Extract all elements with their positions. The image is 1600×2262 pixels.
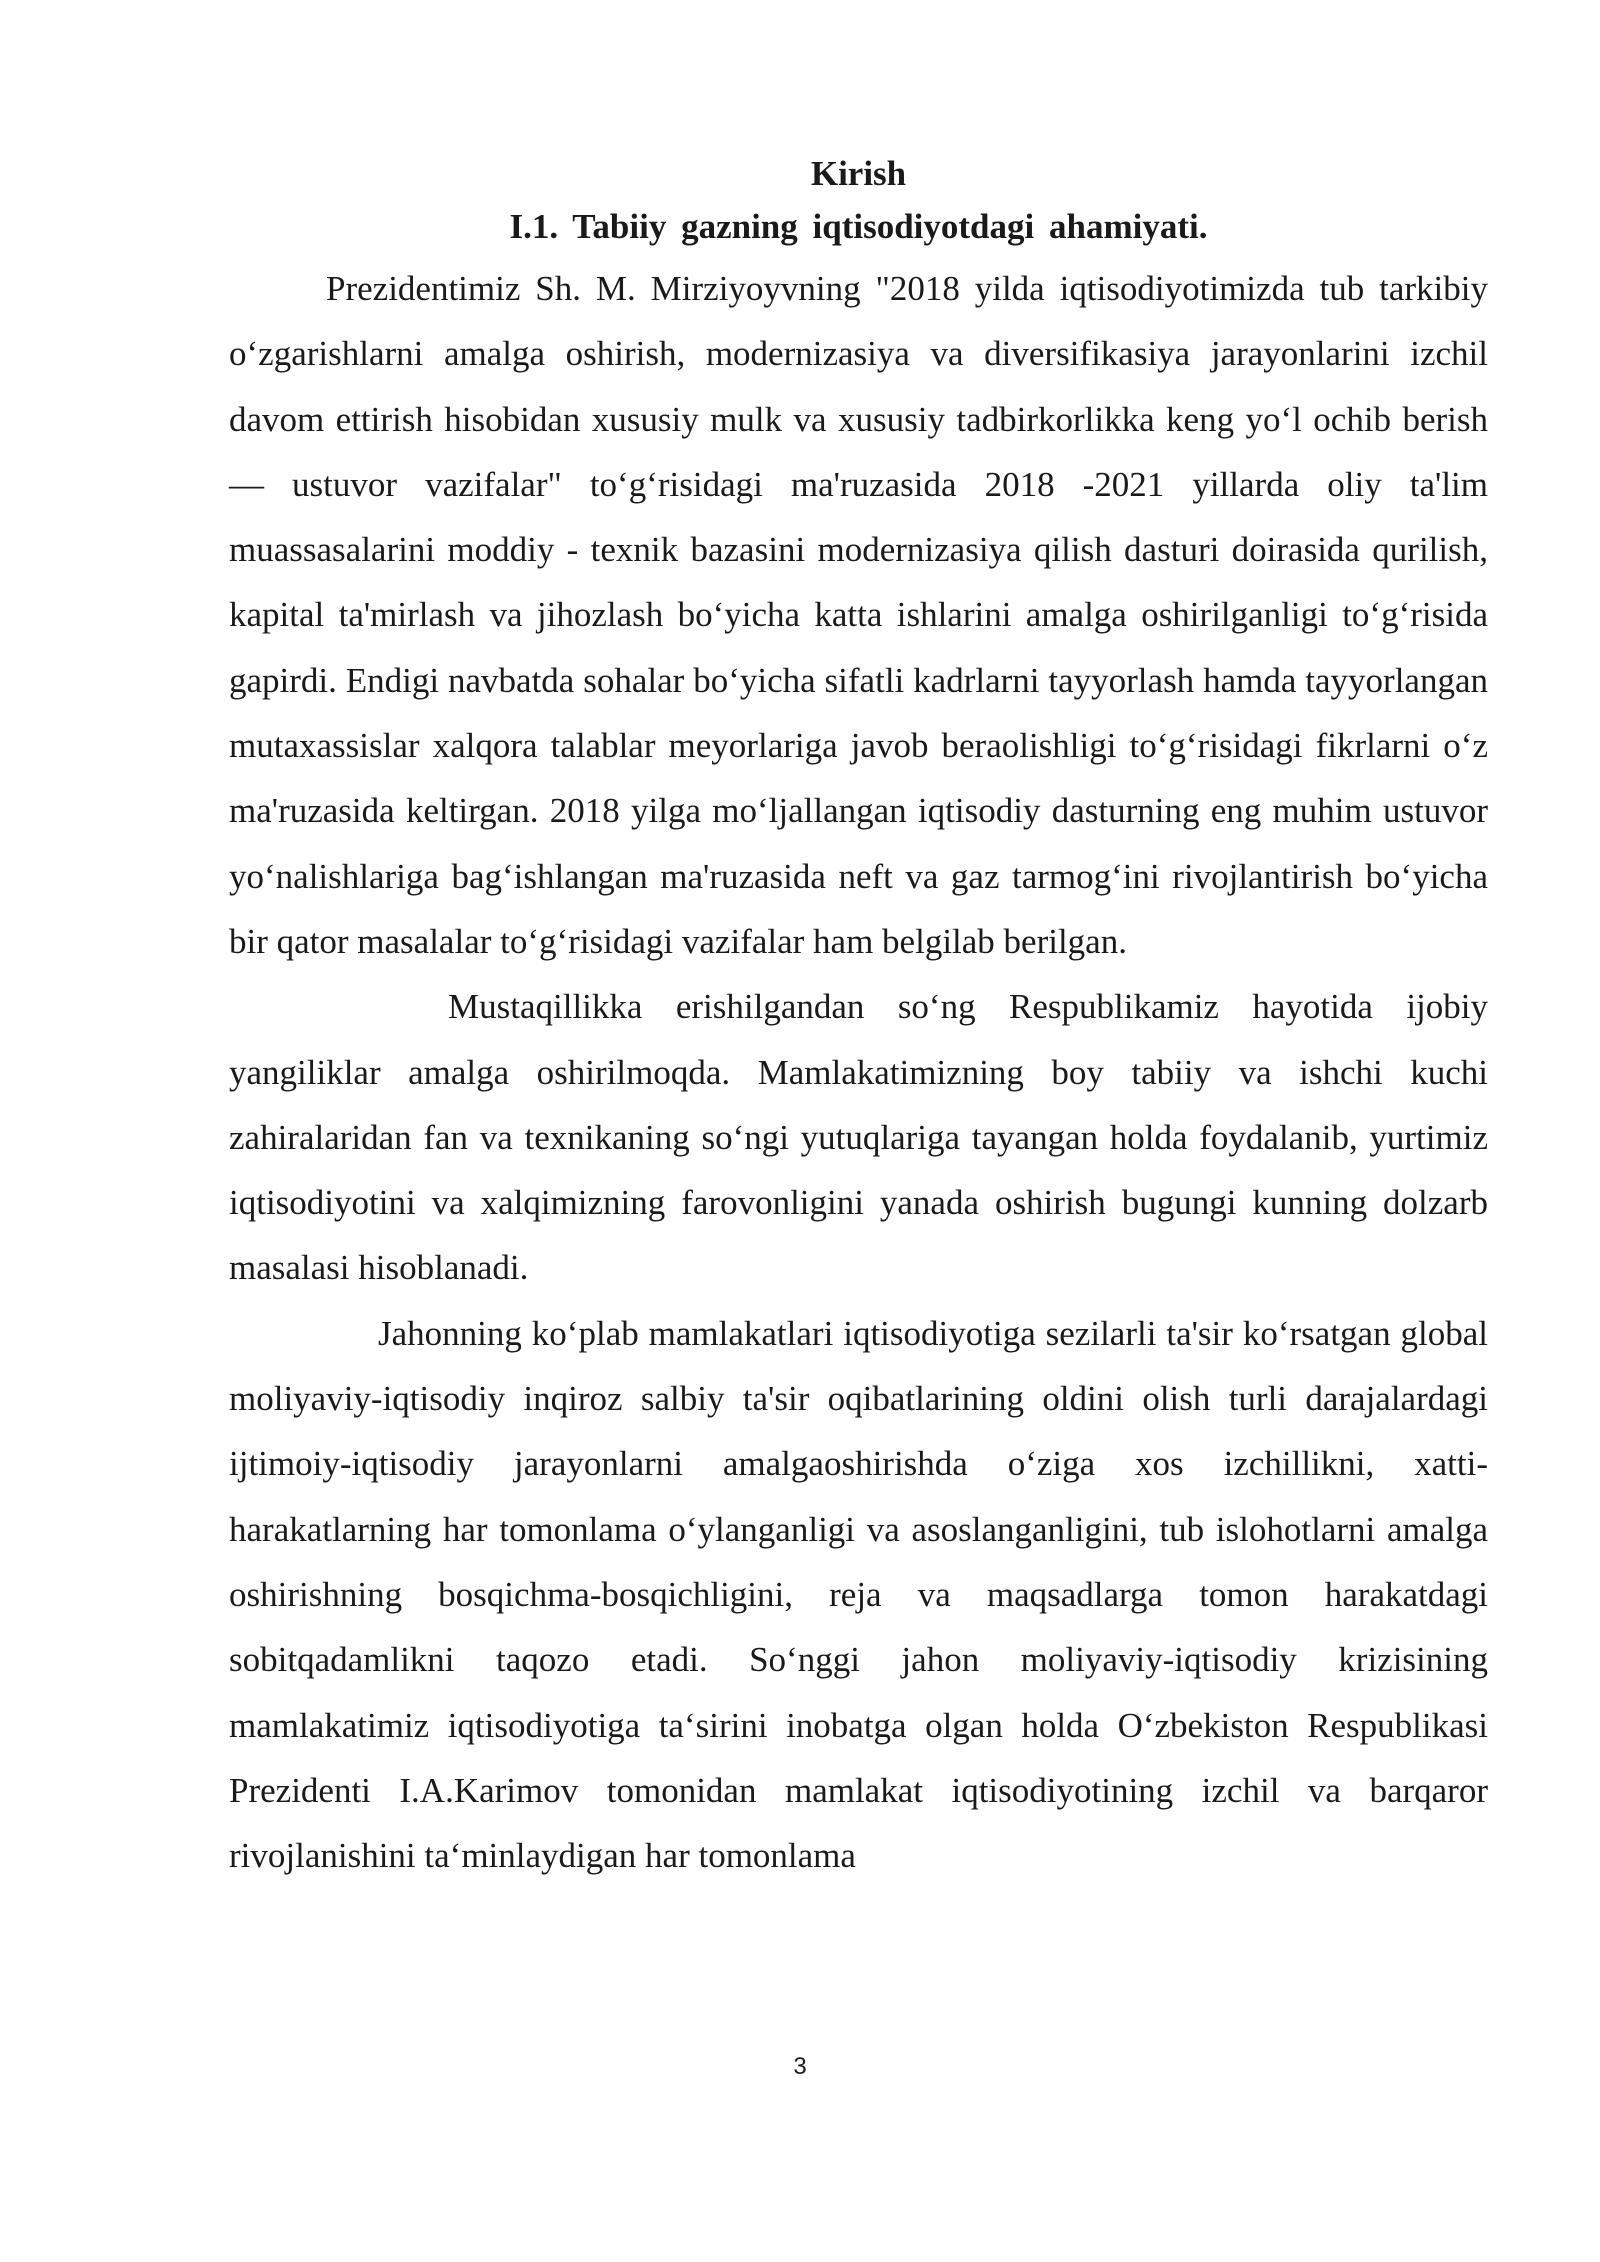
- paragraph-1: Prezidentimiz Sh. M. Mirziyoyvning "2018 yilda iqtisodiyotimizda tub tarkibiy o‘zgarishlarni amalga oshirish, modernizasiya va diversifikasiya jarayonlarini izchil davom ettirish hisobidan xususiy mulk va xususiy tadbirkorlikka keng yo‘l ochib berish — ustuvor vazifalar" to‘g‘risidagi ma'ruzasida 2018 -2021 yillarda oliy ta'lim muassasalarini moddiy - texnik bazasini modernizasiya qilish dasturi doirasida qurilish, kapital ta'mirlash va jihozlash bo‘yicha katta ishlarini amalga oshirilganligi to‘g‘risida gapirdi. Endigi navbatda sohalar bo‘yicha sifatli kadrlarni tayyorlash hamda tayyorlangan mutaxassislar xalqora talablar meyorlariga javob beraolishligi to‘g‘risidagi fikrlarni o‘z ma'ruzasida keltirgan. 2018 yilga mo‘ljallangan iqtisodiy dasturning eng muhim ustuvor yo‘nalishlariga bag‘ishlangan ma'ruzasida neft va gaz tarmog‘ini rivojlantirish bo‘yicha bir qator masalalar to‘g‘risidagi vazifalar ham belgilab berilgan.: [229, 269, 1488, 961]
- section-heading: I.1. Tabiiy gazning iqtisodiyotdagi ahamiyati.: [509, 207, 1208, 246]
- document-title: Kirish: [810, 154, 907, 193]
- paragraph-3: Jahonning ko‘plab mamlakatlari iqtisodiyotiga sezilarli ta'sir ko‘rsatgan global moliyaviy-iqtisodiy inqiroz salbiy ta'sir oqibatlarining oldini olish turli darajalardagi ijtimoiy-iqtisodiy jarayonlarni amalgaoshirishda o‘ziga xos izchillikni, xatti-harakatlarning har tomonlama o‘ylanganligi va asoslanganligini, tub islohotlarni amalga oshirishning bosqichma-bosqichligini, reja va maqsadlarga tomon harakatdagi sobitqadamlikni taqozo etadi. So‘nggi jahon moliyaviy-iqtisodiy krizisining mamlakatimiz iqtisodiyotiga ta‘sirini inobatga olgan holda O‘zbekiston Respublikasi Prezidenti I.A.Karimov tomonidan mamlakat iqtisodiyotining izchil va barqaror rivojlanishini ta‘minlaydigan har tomonlama: [229, 1313, 1488, 1876]
- paragraph-2: Mustaqillikka erishilgandan so‘ng Respublikamiz hayotida ijobiy yangiliklar amalga oshirilmoqda. Mamlakatimizning boy tabiiy va ishchi kuchi zahiralaridan fan va texnikaning so‘ngi yutuqlariga tayangan holda foydalanib, yurtimiz iqtisodiyotini va xalqimizning farovonligini yanada oshirish bugungi kunning dolzarb masalasi hisoblanadi.: [229, 987, 1488, 1288]
- page-number: 3: [793, 2053, 807, 2080]
- page-content: [229, 150, 1488, 1888]
